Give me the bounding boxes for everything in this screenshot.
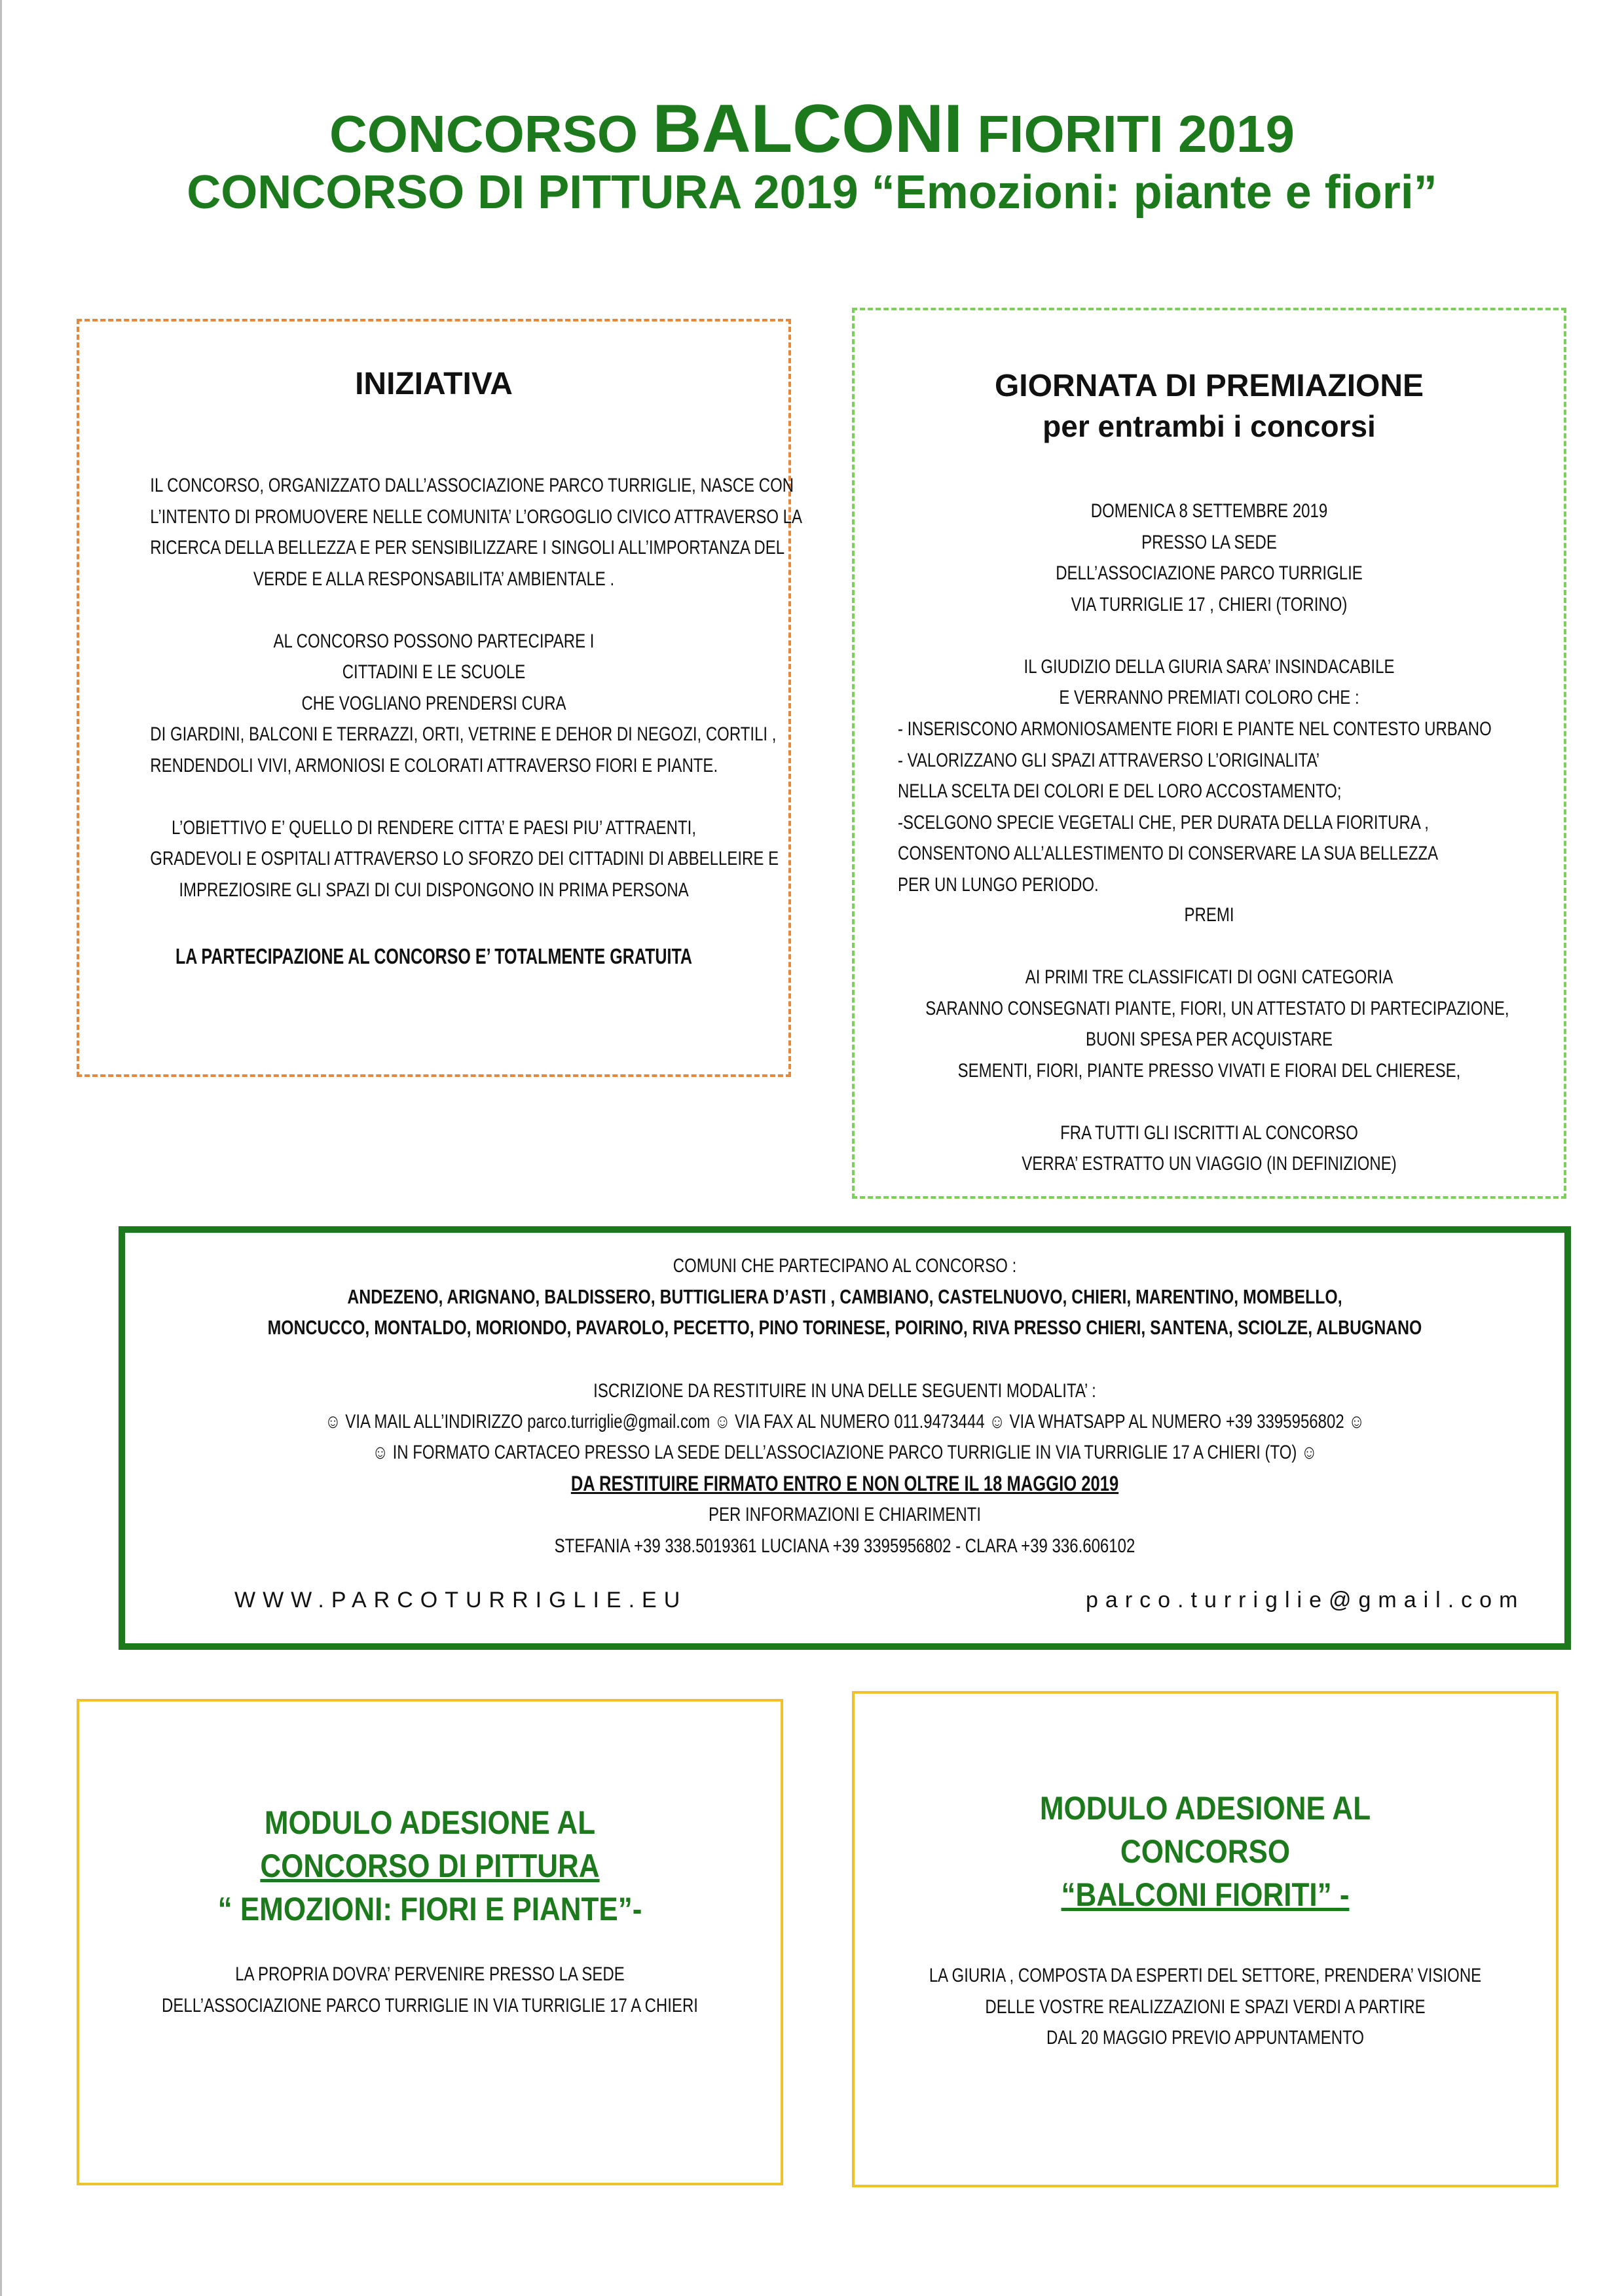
iniziativa-text [150, 470, 803, 905]
modulo-balconi-title-1: MODULO ADESIONE AL [1039, 1790, 1371, 1827]
iniziativa-closing: LA PARTECIPAZIONE AL CONCORSO E’ TOTALMENTE GRATUITA [175, 944, 693, 968]
premiazione-where-line: E VERRANNO PREMIATI COLORO CHE : [1059, 687, 1359, 708]
modulo-pittura-text [149, 1959, 710, 2021]
modulo-balconi-line: DELLE VOSTRE REALIZZAZIONI E SPAZI VERDI A PARTIRE [985, 1995, 1426, 2018]
deadline-note: DA RESTITUIRE FIRMATO ENTRO E NON OLTRE IL 18 MAGGIO 2019 [570, 1472, 1119, 1495]
main-title-post: FIORITI 2019 [963, 105, 1295, 163]
modulo-pittura-box [77, 1699, 783, 2185]
page-edge [0, 0, 2, 2296]
modulo-balconi-title [896, 1787, 1513, 1916]
comuni-box [119, 1226, 1571, 1650]
modulo-balconi-box [852, 1691, 1559, 2187]
premiazione-where-line: DOMENICA 8 SETTEMBRE 2019 [1090, 500, 1328, 522]
comuni-list-1: ANDEZENO, ARIGNANO, BALDISSERO, BUTTIGLIERA D’ASTI , CAMBIANO, CASTELNUOVO, CHIERI, MARENTINO, MOMBELLO, [347, 1285, 1342, 1308]
modulo-balconi-line: DAL 20 MAGGIO PREVIO APPUNTAMENTO [1046, 2027, 1364, 2049]
premiazione-prize-line: AI PRIMI TRE CLASSIFICATI DI OGNI CATEGORIA [1025, 966, 1393, 988]
modulo-pittura-line: DELL’ASSOCIAZIONE PARCO TURRIGLIE IN VIA TURRIGLIE 17 A CHIERI [162, 1994, 698, 2016]
iniziativa-line: L’INTENTO DI PROMUOVERE NELLE COMUNITA’ L’ORGOGLIO CIVICO ATTRAVERSO LA [150, 505, 803, 528]
iniziativa-line: L’OBIETTIVO E’ QUELLO DI RENDERE CITTA’ E PAESI PIU’ ATTRAENTI, [171, 816, 697, 839]
premiazione-prize-line: VERRA’ ESTRATTO UN VIAGGIO (IN DEFINIZIONE) [1022, 1153, 1397, 1175]
premiazione-where [925, 496, 1492, 714]
premiazione-where-line: VIA TURRIGLIE 17 , CHIERI (TORINO) [1071, 593, 1348, 615]
iniziativa-line: CITTADINI E LE SCUOLE [342, 661, 526, 683]
modalita-line-2: ☺ IN FORMATO CARTACEO PRESSO LA SEDE DELL’ASSOCIAZIONE PARCO TURRIGLIE IN VIA TURRIGLIE 17 A CHIERI (TO) ☺ [372, 1442, 1318, 1463]
modulo-pittura-title-3: “ EMOZIONI: FIORI E PIANTE”- [217, 1891, 642, 1927]
modulo-balconi-line: LA GIURIA , COMPOSTA DA ESPERTI DEL SETTORE, PRENDERA’ VISIONE [929, 1965, 1482, 1986]
main-title [0, 90, 1624, 168]
premiazione-where-line: IL GIUDIZIO DELLA GIURIA SARA’ INSINDACABILE [1024, 655, 1395, 678]
modulo-pittura-line: LA PROPRIA DOVRA’ PERVENIRE PRESSO LA SEDE [235, 1963, 625, 1985]
premiazione-where-line [925, 620, 1492, 651]
iniziativa-heading: INIZIATIVA [355, 367, 513, 401]
iniziativa-line [150, 781, 717, 812]
iniziativa-line: AL CONCORSO POSSONO PARTECIPARE I [273, 630, 595, 652]
iniziativa-line [150, 594, 717, 626]
main-title-big: BALCONI [652, 91, 963, 167]
main-title-pre: CONCORSO [329, 105, 653, 163]
iniziativa-line: VERDE E ALLA RESPONSABILITA’ AMBIENTALE . [253, 568, 615, 590]
premiazione-prize-line [925, 1086, 1492, 1118]
website-link[interactable]: WWW.PARCOTURRIGLIE.EU [234, 1588, 688, 1613]
premiazione-criteria [898, 714, 1492, 900]
premiazione-criteria-line: - INSERISCONO ARMONIOSAMENTE FIORI E PIANTE NEL CONTESTO URBANO [898, 718, 1492, 740]
premiazione-where-line: DELL’ASSOCIAZIONE PARCO TURRIGLIE [1056, 562, 1363, 584]
premiazione-prize-line [925, 931, 1492, 962]
iniziativa-line: IL CONCORSO, ORGANIZZATO DALL’ASSOCIAZIONE PARCO TURRIGLIE, NASCE CON [150, 475, 794, 496]
premiazione-prize-line: PREMI [1184, 904, 1234, 926]
iscrizione-intro: ISCRIZIONE DA RESTITUIRE IN UNA DELLE SEGUENTI MODALITA’ : [593, 1380, 1096, 1402]
iniziativa-line: GRADEVOLI E OSPITALI ATTRAVERSO LO SFORZO DEI CITTADINI DI ABBELLEIRE E [150, 848, 779, 869]
modulo-pittura-title-1: MODULO ADESIONE AL [264, 1804, 596, 1841]
email-link[interactable]: parco.turriglie@gmail.com [1086, 1588, 1525, 1613]
modulo-pittura-title-2: CONCORSO DI PITTURA [260, 1848, 600, 1884]
iniziativa-line: DI GIARDINI, BALCONI E TERRAZZI, ORTI, VETRINE E DEHOR DI NEGOZI, CORTILI , [150, 723, 777, 745]
premiazione-where-line: PRESSO LA SEDE [1141, 531, 1277, 553]
modalita-line-1: ☺ VIA MAIL ALL’INDIRIZZO parco.turriglie@gmail.com ☺ VIA FAX AL NUMERO 011.9473444 ☺ VIA WHATSAPP AL NUMERO +39 3395956802 ☺ [325, 1411, 1365, 1432]
iniziativa-line: IMPREZIOSIRE GLI SPAZI DI CUI DISPONGONO IN PRIMA PERSONA [179, 879, 689, 901]
comuni-list-2: MONCUCCO, MONTALDO, MORIONDO, PAVAROLO, PECETTO, PINO TORINESE, POIRINO, RIVA PRESSO CHIERI, SANTENA, SCIOLZE, ALBUGNANO [267, 1316, 1422, 1339]
iniziativa-box [77, 319, 803, 1077]
modulo-balconi-title-2: CONCORSO [1120, 1833, 1291, 1870]
sub-title: CONCORSO DI PITTURA 2019 “Emozioni: piante e fiori” [187, 166, 1437, 219]
iniziativa-line: CHE VOGLIANO PRENDERSI CURA [301, 692, 566, 714]
premiazione-heading: GIORNATA DI PREMIAZIONE [994, 369, 1424, 403]
premiazione-prize-line: SEMENTI, FIORI, PIANTE PRESSO VIVATI E FIORAI DEL CHIERESE, [957, 1059, 1461, 1082]
premiazione-criteria-line: - VALORIZZANO GLI SPAZI ATTRAVERSO L’ORIGINALITA’ [898, 749, 1320, 771]
premiazione-criteria-line: PER UN LUNGO PERIODO. [898, 873, 1099, 896]
premiazione-prize-line: BUONI SPESA PER ACQUISTARE [1086, 1029, 1333, 1050]
premiazione-prize-line: FRA TUTTI GLI ISCRITTI AL CONCORSO [1060, 1121, 1358, 1144]
iniziativa-line: RENDENDOLI VIVI, ARMONIOSI E COLORATI ATTRAVERSO FIORI E PIANTE. [150, 754, 718, 776]
premiazione-prize-line: SARANNO CONSEGNATI PIANTE, FIORI, UN ATTESTATO DI PARTECIPAZIONE, [925, 997, 1509, 1019]
contacts-line: STEFANIA +39 338.5019361 LUCIANA +39 3395956802 - CLARA +39 336.606102 [554, 1535, 1135, 1557]
iniziativa-line: RICERCA DELLA BELLEZZA E PER SENSIBILIZZARE I SINGOLI ALL’IMPORTANZA DEL [150, 537, 785, 558]
premiazione-criteria-line: NELLA SCELTA DEI COLORI E DEL LORO ACCOSTAMENTO; [898, 780, 1342, 802]
premiazione-subheading: per entrambi i concorsi [1043, 409, 1376, 443]
premiazione-box [852, 308, 1566, 1199]
modulo-balconi-title-3: “BALCONI FIORITI” - [1061, 1876, 1350, 1913]
premiazione-prizes [925, 900, 1509, 1180]
premiazione-criteria-line: -SCELGONO SPECIE VEGETALI CHE, PER DURATA DELLA FIORITURA , [898, 811, 1429, 833]
modulo-pittura-title [121, 1801, 738, 1931]
comuni-intro: COMUNI CHE PARTECIPANO AL CONCORSO : [673, 1255, 1017, 1277]
modulo-balconi-text [925, 1960, 1486, 2054]
premiazione-criteria-line: CONSENTONO ALL’ALLESTIMENTO DI CONSERVARE LA SUA BELLEZZA [898, 843, 1439, 864]
info-label: PER INFORMAZIONI E CHIARIMENTI [708, 1504, 982, 1525]
